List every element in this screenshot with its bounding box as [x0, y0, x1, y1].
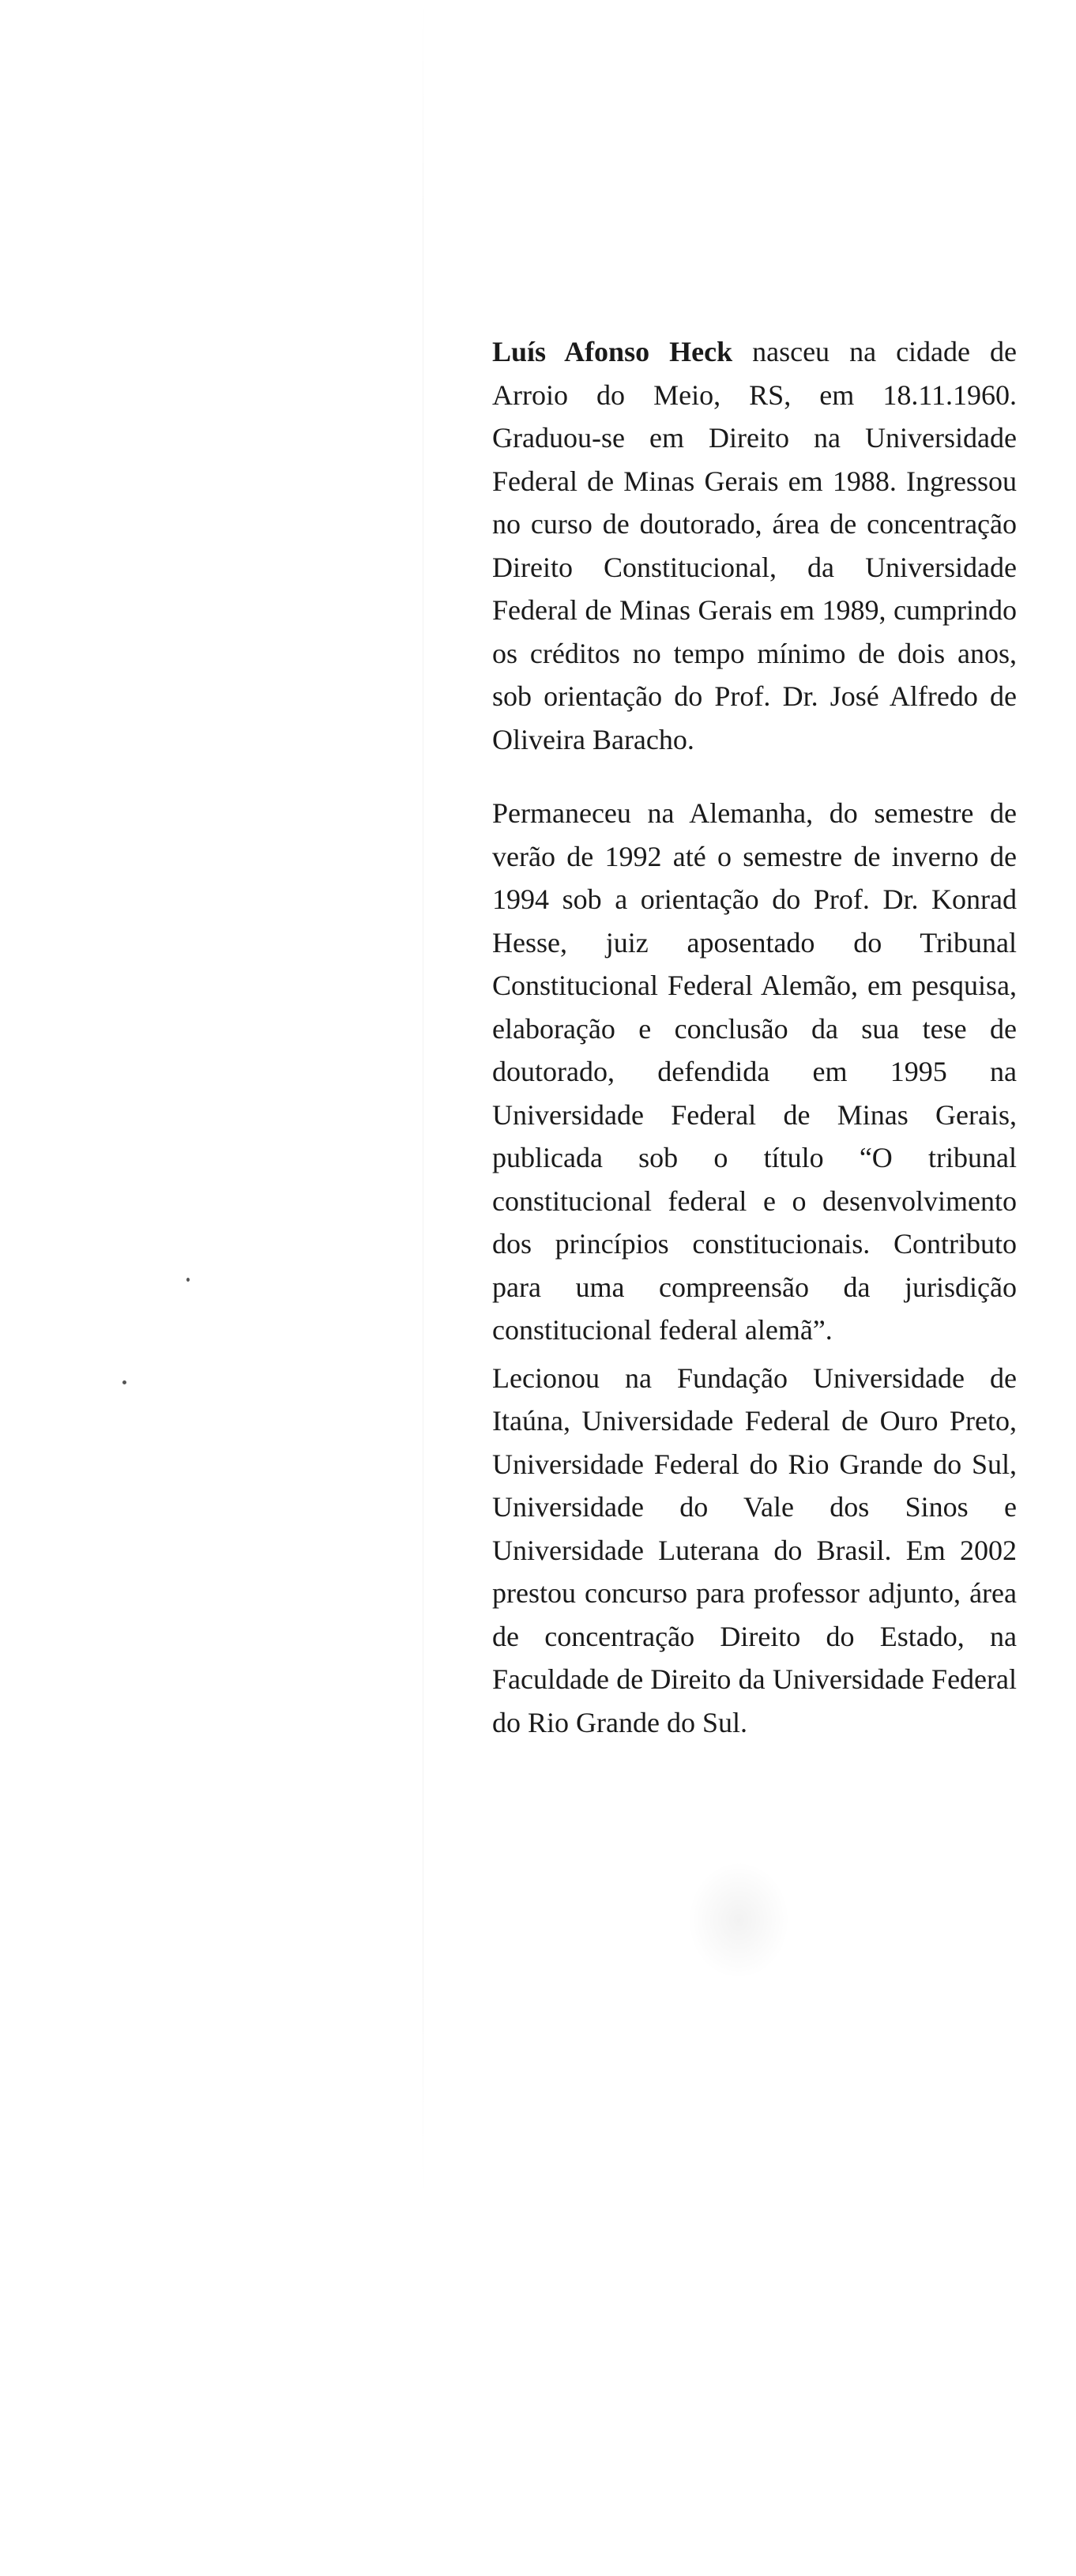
- author-name: Luís Afonso Heck: [492, 336, 733, 367]
- bio-paragraph-doctorate: Permaneceu na Alemanha, do semestre de verão de 1992 até o semestre de inverno de 1994 sob a orientação do Prof. Dr. Konrad Hesse, juiz aposentado do Tribunal Constitucional Federal Alemão, em pesquisa, elaboração e conclusão da sua tese de doutorado, defendida em 1995 na Universidade Federal de Minas Gerais, publicada sob o título “O tribunal constitucional federal e o desenvolvimento dos princípios constitucionais. Contributo para uma compreensão da jurisdição constitucional federal alemã”.: [492, 797, 1017, 1346]
- bio-paragraph-education: [492, 330, 1017, 761]
- author-biography: [492, 330, 1017, 1744]
- bio-paragraph-education-text: nasceu na cidade de Arroio do Meio, RS, em 18.11.1960. Graduou-se em Direito na Universidade Federal de Minas Gerais em 1988. Ingressou no curso de doutorado, área de concentração Direito Constitucional, da Universidade Federal de Minas Gerais em 1989, cumprindo os créditos no tempo mínimo de dois anos, sob orientação do Prof. Dr. José Alfredo de Oliveira Baracho.: [492, 336, 1017, 755]
- scan-speck: [186, 1278, 190, 1282]
- bio-paragraph-teaching: Lecionou na Fundação Universidade de Itaúna, Universidade Federal de Ouro Preto, Universidade Federal do Rio Grande do Sul, Universidade do Vale dos Sinos e Universidade Luterana do Brasil. Em 2002 prestou concurso para professor adjunto, área de concentração Direito do Estado, na Faculdade de Direito da Universidade Federal do Rio Grande do Sul.: [492, 1361, 1017, 1738]
- scan-smudge: [687, 1861, 790, 1979]
- scan-speck: [122, 1380, 126, 1384]
